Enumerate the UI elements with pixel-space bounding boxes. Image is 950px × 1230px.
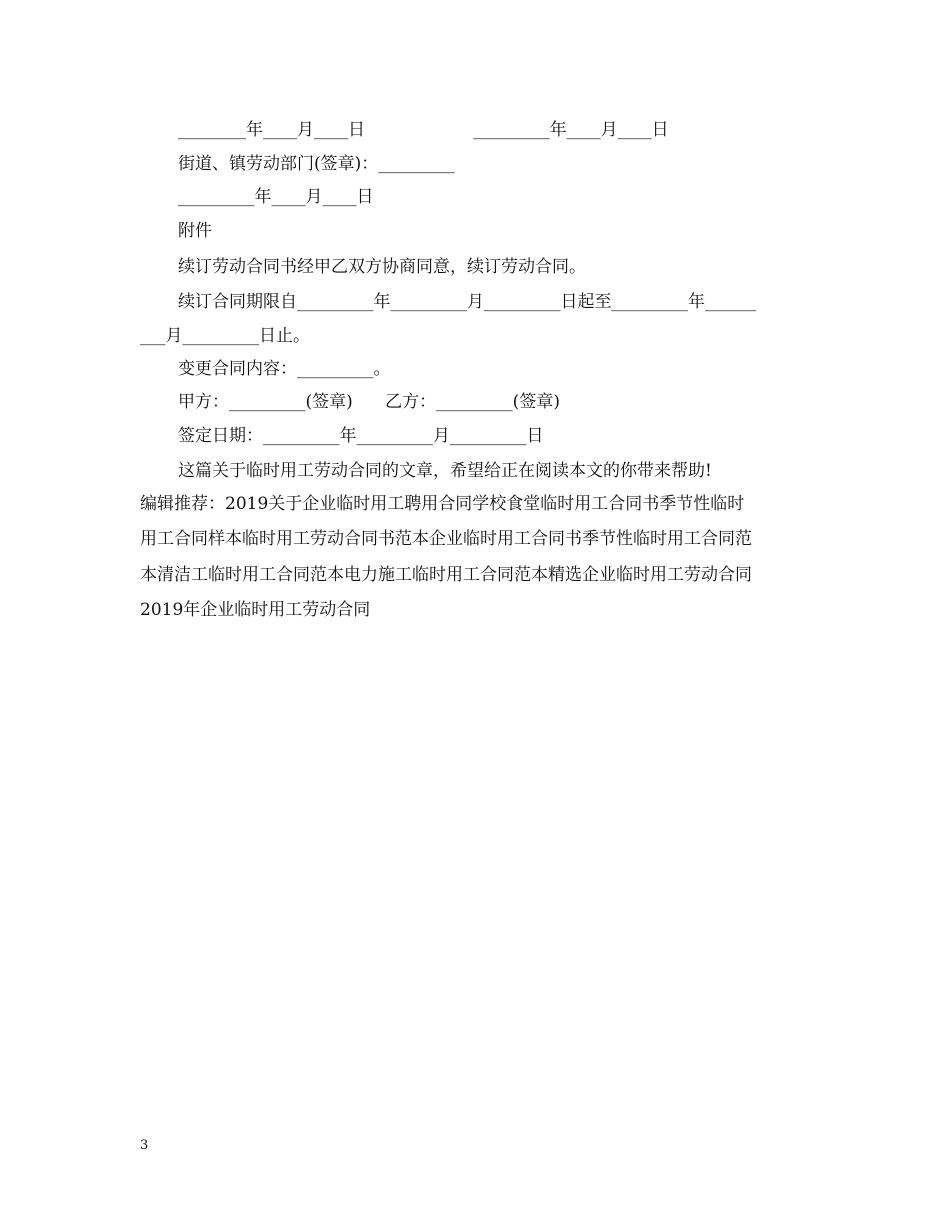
attachment-heading: 附件: [178, 221, 212, 241]
party-seal-line: 甲方：_________(签章) 乙方：_________(签章): [178, 392, 560, 412]
editor-recommendation-line-4: 2019年企业临时用工劳动合同: [140, 600, 371, 620]
renewal-term-line: 续订合同期限自_________年_________月_________日起至_________年______: [178, 292, 756, 312]
editor-recommendation-line-3: 本清洁工临时用工合同范本电力施工临时用工合同范本精选企业临时用工劳动合同: [140, 565, 752, 585]
contract-change-line: 变更合同内容：_________。: [178, 359, 391, 379]
editor-recommendation-line-2: 用工合同样本临时用工劳动合同书范本企业临时用工合同书季节性临时用工合同范: [140, 529, 752, 549]
signature-date-line: ________年____月____日 _________年____月____日: [178, 120, 669, 140]
page-number: 3: [140, 1138, 149, 1153]
labor-dept-seal-line: 街道、镇劳动部门(签章)：_________: [178, 154, 455, 174]
labor-dept-date-line: _________年____月____日: [178, 187, 374, 207]
renewal-statement: 续订劳动合同书经甲乙双方协商同意，续订劳动合同。: [178, 257, 586, 277]
signing-date-line: 签定日期：_________年_________月_________日: [178, 426, 544, 446]
closing-sentence: 这篇关于临时用工劳动合同的文章，希望给正在阅读本文的你带来帮助!: [178, 461, 712, 481]
renewal-term-line-continued: ___月_________日止。: [140, 326, 310, 346]
editor-recommendation-line-1: 编辑推荐：2019关于企业临时用工聘用合同学校食堂临时用工合同书季节性临时: [140, 494, 745, 514]
